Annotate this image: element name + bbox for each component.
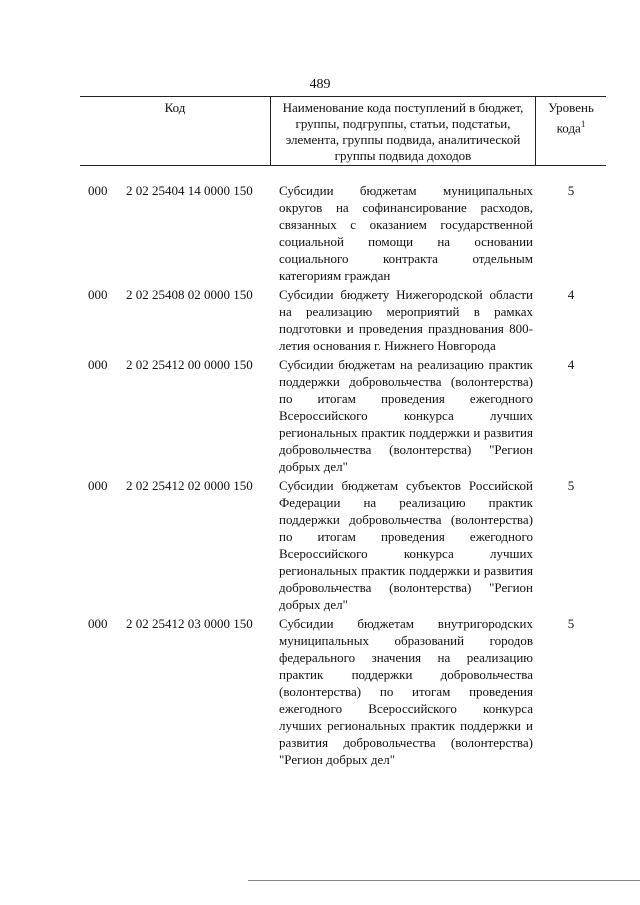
table-row	[80, 615, 606, 768]
row-prefix: 000	[88, 616, 108, 631]
row-name: Субсидии бюджетам внутригородских муниципальных образований городов федерального значения на реализацию практик поддержки добровольчества (волонтерства) по итогам проведения ежегодного Всероссийского конкурса лучших региональных практик поддержки и развития добровольчества (волонтерства) "Регион добрых дел"	[279, 616, 533, 767]
row-level: 4	[567, 357, 575, 372]
row-code: 2 02 25408 02 0000 150	[126, 287, 253, 302]
table-row	[80, 477, 606, 613]
table-row	[80, 182, 606, 284]
row-name: Субсидии бюджетам на реализацию практик поддержки добровольчества (волонтерства) по итогам проведения ежегодного Всероссийского конкурса лучших региональных практик поддержки и развития добровольчества (волонтерства) "Регион добрых дел"	[279, 357, 533, 474]
row-code: 2 02 25412 00 0000 150	[126, 357, 253, 372]
header-divider	[270, 97, 271, 165]
row-level: 4	[567, 287, 575, 302]
row-code: 2 02 25412 03 0000 150	[126, 616, 253, 631]
row-level: 5	[567, 478, 575, 493]
row-code: 2 02 25412 02 0000 150	[126, 478, 253, 493]
header-level-label: Уровень кода	[548, 100, 594, 136]
row-prefix: 000	[88, 478, 108, 493]
scan-edge-line	[248, 880, 640, 881]
row-name: Субсидии бюджетам муниципальных округов на софинансирование расходов, связанных с оказанием государственной социальной помощи на основании социального контракта отдельным категориям граждан	[279, 183, 533, 283]
header-divider	[535, 97, 536, 165]
row-prefix: 000	[88, 183, 108, 198]
row-level: 5	[567, 183, 575, 198]
header-code: Код	[164, 100, 186, 115]
header-level-footnote: 1	[580, 119, 586, 129]
page-number: 489	[309, 77, 331, 92]
header-level	[537, 100, 605, 136]
table-body	[80, 182, 606, 768]
row-prefix: 000	[88, 357, 108, 372]
header-name: Наименование кода поступлений в бюджет, группы, подгруппы, статьи, подстатьи, элемента, группы подвида, аналитической группы подвида доходов	[282, 100, 524, 163]
table-header	[80, 96, 606, 166]
row-name: Субсидии бюджету Нижегородской области на реализацию мероприятий в рамках подготовки и проведения празднования 800-летия основания г. Нижнего Новгорода	[279, 287, 533, 353]
table-row	[80, 356, 606, 475]
row-name: Субсидии бюджетам субъектов Российской Федерации на реализацию практик поддержки добровольчества (волонтерства) по итогам проведения ежегодного Всероссийского конкурса лучших региональных практик поддержки и развития добровольчества (волонтерства) "Регион добрых дел"	[279, 478, 533, 612]
row-level: 5	[567, 616, 575, 631]
table-row	[80, 286, 606, 354]
row-prefix: 000	[88, 287, 108, 302]
row-code: 2 02 25404 14 0000 150	[126, 183, 253, 198]
